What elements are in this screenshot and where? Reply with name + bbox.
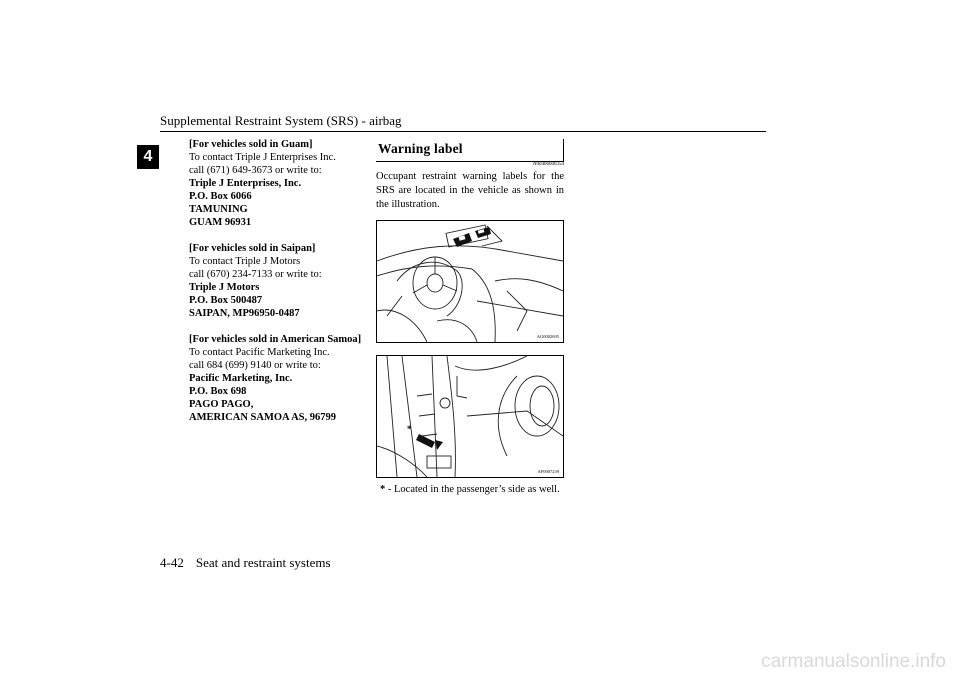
page-header-title: Supplemental Restraint System (SRS) - airbag [160,113,402,128]
samoa-line2: call 684 (699) 9140 or write to: [189,360,321,371]
guam-address-line2: P.O. Box 6066 [189,191,252,202]
dashboard-drawing [377,221,563,342]
note-asterisk: * [380,484,386,495]
samoa-heading: [For vehicles sold in American Samoa] [189,334,362,345]
guam-contact-block [189,138,364,229]
chapter-tab: 4 [137,145,159,169]
saipan-contact-block [189,242,364,320]
samoa-address-line1: Pacific Marketing, Inc. [189,373,293,384]
section-paragraph: Occupant restraint warning labels for the SRS are located in the vehicle as shown in the illustration. [376,171,564,210]
figure1-code: AG0002695 [536,334,559,339]
saipan-address-line1: Triple J Motors [189,282,260,293]
samoa-contact-block [189,333,364,424]
figure2-marker: * [407,424,412,434]
guam-line1: To contact Triple J Enterprises Inc. [189,152,336,163]
saipan-line2: call (670) 234-7133 or write to: [189,269,322,280]
samoa-address-line3: PAGO PAGO, [189,399,254,410]
guam-address-line3: TAMUNING [189,204,248,215]
guam-address-line1: Triple J Enterprises, Inc. [189,178,302,189]
section-code: N00406600354 [532,162,564,167]
section-heading-rule [563,139,564,161]
guam-heading: [For vehicles sold in Guam] [189,139,313,150]
contact-column [189,138,364,437]
samoa-address-line2: P.O. Box 698 [189,386,247,397]
saipan-address-line3: SAIPAN, MP96950-0487 [189,308,300,319]
watermark: carmanualsonline.info [761,651,946,672]
figure2-code: AF0007239 [537,469,559,474]
samoa-line1: To contact Pacific Marketing Inc. [189,347,330,358]
saipan-heading: [For vehicles sold in Saipan] [189,243,316,254]
page-number: 4-42 [160,555,184,570]
footer-section-name: Seat and restraint systems [195,555,331,570]
samoa-address-line4: AMERICAN SAMOA AS, 96799 [189,412,337,423]
dashboard-label-illustration [376,220,564,343]
saipan-line1: To contact Triple J Motors [189,256,301,267]
guam-address-line4: GUAM 96931 [189,217,252,228]
section-heading-box [376,137,564,162]
note-text: - Located in the passenger’s side as well. [385,484,560,495]
door-pillar-drawing [377,356,563,477]
door-pillar-label-illustration [376,355,564,478]
section-title: Warning label [378,141,463,156]
page-footer [160,555,331,571]
header-divider [160,131,766,132]
figure-note [380,484,560,495]
guam-line2: call (671) 649-3673 or write to: [189,165,322,176]
saipan-address-line2: P.O. Box 500487 [189,295,263,306]
